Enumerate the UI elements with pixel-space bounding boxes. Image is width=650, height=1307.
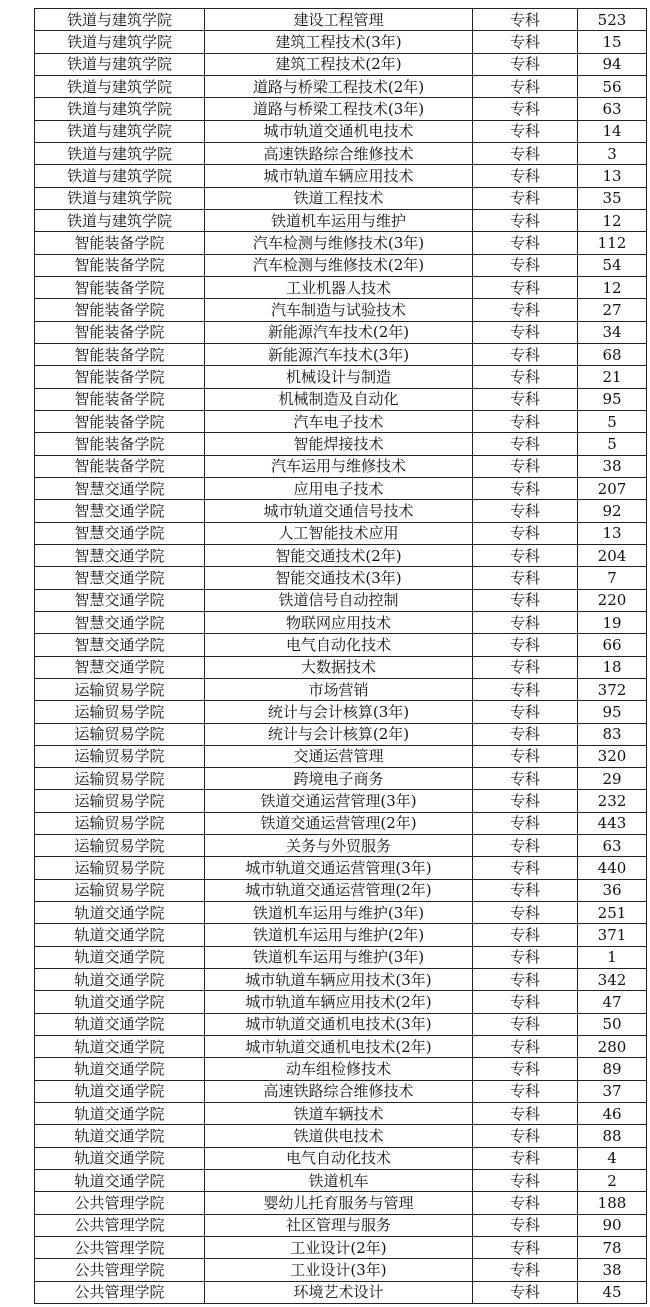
count-cell: 94 <box>578 53 647 75</box>
college-cell: 轨道交通学院 <box>35 1103 205 1125</box>
count-cell: 50 <box>578 1013 647 1035</box>
level-cell: 专科 <box>473 254 578 276</box>
level-cell: 专科 <box>473 343 578 365</box>
major-cell: 铁道机车运用与维护(3年) <box>205 902 473 924</box>
college-cell: 公共管理学院 <box>35 1281 205 1303</box>
level-cell: 专科 <box>473 1013 578 1035</box>
college-cell: 运输贸易学院 <box>35 812 205 834</box>
level-cell: 专科 <box>473 388 578 410</box>
table-row <box>35 433 647 455</box>
major-cell: 新能源汽车技术(2年) <box>205 321 473 343</box>
college-cell: 智慧交通学院 <box>35 567 205 589</box>
count-cell: 14 <box>578 120 647 142</box>
table-row <box>35 611 647 633</box>
major-cell: 电气自动化技术 <box>205 634 473 656</box>
college-cell: 运输贸易学院 <box>35 879 205 901</box>
level-cell: 专科 <box>473 835 578 857</box>
level-cell: 专科 <box>473 879 578 901</box>
major-cell: 新能源汽车技术(3年) <box>205 343 473 365</box>
level-cell: 专科 <box>473 611 578 633</box>
count-cell: 35 <box>578 187 647 209</box>
level-cell: 专科 <box>473 656 578 678</box>
count-cell: 13 <box>578 165 647 187</box>
major-cell: 物联网应用技术 <box>205 611 473 633</box>
college-cell: 运输贸易学院 <box>35 678 205 700</box>
table-row <box>35 455 647 477</box>
count-cell: 443 <box>578 812 647 834</box>
table-row <box>35 946 647 968</box>
college-cell: 智能装备学院 <box>35 410 205 432</box>
count-cell: 78 <box>578 1237 647 1259</box>
major-cell: 智能交通技术(3年) <box>205 567 473 589</box>
college-cell: 运输贸易学院 <box>35 723 205 745</box>
level-cell: 专科 <box>473 1237 578 1259</box>
level-cell: 专科 <box>473 410 578 432</box>
college-cell: 智能装备学院 <box>35 232 205 254</box>
major-cell: 市场营销 <box>205 678 473 700</box>
count-cell: 54 <box>578 254 647 276</box>
college-cell: 铁道与建筑学院 <box>35 53 205 75</box>
count-cell: 38 <box>578 455 647 477</box>
table-row <box>35 812 647 834</box>
major-cell: 城市轨道交通运营管理(3年) <box>205 857 473 879</box>
college-cell: 轨道交通学院 <box>35 1036 205 1058</box>
major-cell: 工业设计(3年) <box>205 1259 473 1281</box>
table-row <box>35 768 647 790</box>
table-row <box>35 1259 647 1281</box>
level-cell: 专科 <box>473 634 578 656</box>
level-cell: 专科 <box>473 165 578 187</box>
level-cell: 专科 <box>473 1170 578 1192</box>
college-cell: 智慧交通学院 <box>35 634 205 656</box>
level-cell: 专科 <box>473 366 578 388</box>
count-cell: 66 <box>578 634 647 656</box>
college-cell: 智能装备学院 <box>35 321 205 343</box>
major-cell: 铁道工程技术 <box>205 187 473 209</box>
count-cell: 112 <box>578 232 647 254</box>
level-cell: 专科 <box>473 1125 578 1147</box>
count-cell: 45 <box>578 1281 647 1303</box>
enrollment-table <box>34 8 647 1304</box>
count-cell: 13 <box>578 522 647 544</box>
count-cell: 18 <box>578 656 647 678</box>
table-row <box>35 544 647 566</box>
college-cell: 智慧交通学院 <box>35 589 205 611</box>
college-cell: 铁道与建筑学院 <box>35 187 205 209</box>
major-cell: 大数据技术 <box>205 656 473 678</box>
level-cell: 专科 <box>473 1214 578 1236</box>
major-cell: 城市轨道交通信号技术 <box>205 500 473 522</box>
college-cell: 智慧交通学院 <box>35 477 205 499</box>
level-cell: 专科 <box>473 1192 578 1214</box>
major-cell: 高速铁路综合维修技术 <box>205 1080 473 1102</box>
college-cell: 铁道与建筑学院 <box>35 75 205 97</box>
major-cell: 汽车运用与维修技术 <box>205 455 473 477</box>
major-cell: 汽车检测与维修技术(2年) <box>205 254 473 276</box>
major-cell: 汽车检测与维修技术(3年) <box>205 232 473 254</box>
table-row <box>35 254 647 276</box>
college-cell: 铁道与建筑学院 <box>35 9 205 31</box>
level-cell: 专科 <box>473 1281 578 1303</box>
major-cell: 交通运营管理 <box>205 745 473 767</box>
college-cell: 公共管理学院 <box>35 1192 205 1214</box>
major-cell: 机械制造及自动化 <box>205 388 473 410</box>
count-cell: 38 <box>578 1259 647 1281</box>
level-cell: 专科 <box>473 946 578 968</box>
level-cell: 专科 <box>473 1147 578 1169</box>
count-cell: 12 <box>578 276 647 298</box>
level-cell: 专科 <box>473 544 578 566</box>
college-cell: 轨道交通学院 <box>35 902 205 924</box>
major-cell: 铁道交通运营管理(2年) <box>205 812 473 834</box>
major-cell: 铁道机车运用与维护 <box>205 209 473 231</box>
major-cell: 汽车电子技术 <box>205 410 473 432</box>
level-cell: 专科 <box>473 53 578 75</box>
college-cell: 智能装备学院 <box>35 388 205 410</box>
college-cell: 智能装备学院 <box>35 276 205 298</box>
table-row <box>35 142 647 164</box>
table-row <box>35 209 647 231</box>
level-cell: 专科 <box>473 1103 578 1125</box>
major-cell: 铁道交通运营管理(3年) <box>205 790 473 812</box>
college-cell: 运输贸易学院 <box>35 768 205 790</box>
major-cell: 智能焊接技术 <box>205 433 473 455</box>
major-cell: 城市轨道车辆应用技术 <box>205 165 473 187</box>
table-row <box>35 98 647 120</box>
major-cell: 统计与会计核算(3年) <box>205 701 473 723</box>
level-cell: 专科 <box>473 723 578 745</box>
table-row <box>35 1147 647 1169</box>
major-cell: 动车组检修技术 <box>205 1058 473 1080</box>
count-cell: 251 <box>578 902 647 924</box>
table-row <box>35 924 647 946</box>
table-row <box>35 53 647 75</box>
table-row <box>35 745 647 767</box>
table-row <box>35 75 647 97</box>
table-row <box>35 790 647 812</box>
count-cell: 220 <box>578 589 647 611</box>
major-cell: 铁道机车运用与维护(3年) <box>205 946 473 968</box>
level-cell: 专科 <box>473 500 578 522</box>
college-cell: 铁道与建筑学院 <box>35 209 205 231</box>
major-cell: 铁道信号自动控制 <box>205 589 473 611</box>
count-cell: 5 <box>578 410 647 432</box>
count-cell: 15 <box>578 31 647 53</box>
college-cell: 智慧交通学院 <box>35 656 205 678</box>
major-cell: 工业机器人技术 <box>205 276 473 298</box>
major-cell: 城市轨道交通机电技术(3年) <box>205 1013 473 1035</box>
major-cell: 城市轨道车辆应用技术(2年) <box>205 991 473 1013</box>
college-cell: 铁道与建筑学院 <box>35 98 205 120</box>
major-cell: 智能交通技术(2年) <box>205 544 473 566</box>
table-row <box>35 187 647 209</box>
level-cell: 专科 <box>473 75 578 97</box>
count-cell: 89 <box>578 1058 647 1080</box>
college-cell: 铁道与建筑学院 <box>35 120 205 142</box>
table-row <box>35 991 647 1013</box>
count-cell: 207 <box>578 477 647 499</box>
count-cell: 37 <box>578 1080 647 1102</box>
level-cell: 专科 <box>473 567 578 589</box>
count-cell: 47 <box>578 991 647 1013</box>
count-cell: 83 <box>578 723 647 745</box>
level-cell: 专科 <box>473 276 578 298</box>
count-cell: 7 <box>578 567 647 589</box>
college-cell: 智慧交通学院 <box>35 522 205 544</box>
college-cell: 公共管理学院 <box>35 1237 205 1259</box>
college-cell: 轨道交通学院 <box>35 1170 205 1192</box>
count-cell: 92 <box>578 500 647 522</box>
college-cell: 运输贸易学院 <box>35 790 205 812</box>
college-cell: 轨道交通学院 <box>35 969 205 991</box>
level-cell: 专科 <box>473 477 578 499</box>
count-cell: 1 <box>578 946 647 968</box>
table-row <box>35 321 647 343</box>
college-cell: 运输贸易学院 <box>35 857 205 879</box>
college-cell: 轨道交通学院 <box>35 1013 205 1035</box>
major-cell: 建设工程管理 <box>205 9 473 31</box>
major-cell: 道路与桥梁工程技术(3年) <box>205 98 473 120</box>
table-row <box>35 589 647 611</box>
table-row <box>35 343 647 365</box>
count-cell: 232 <box>578 790 647 812</box>
table-row <box>35 31 647 53</box>
level-cell: 专科 <box>473 232 578 254</box>
level-cell: 专科 <box>473 522 578 544</box>
count-cell: 2 <box>578 1170 647 1192</box>
level-cell: 专科 <box>473 991 578 1013</box>
count-cell: 440 <box>578 857 647 879</box>
college-cell: 智能装备学院 <box>35 433 205 455</box>
college-cell: 轨道交通学院 <box>35 991 205 1013</box>
table-row <box>35 857 647 879</box>
table-row <box>35 232 647 254</box>
major-cell: 统计与会计核算(2年) <box>205 723 473 745</box>
count-cell: 36 <box>578 879 647 901</box>
table-row <box>35 388 647 410</box>
count-cell: 27 <box>578 299 647 321</box>
table-row <box>35 1125 647 1147</box>
college-cell: 轨道交通学院 <box>35 1147 205 1169</box>
college-cell: 轨道交通学院 <box>35 924 205 946</box>
major-cell: 城市轨道交通机电技术 <box>205 120 473 142</box>
table-row <box>35 410 647 432</box>
table-row <box>35 1192 647 1214</box>
table-row <box>35 634 647 656</box>
table-row <box>35 500 647 522</box>
major-cell: 铁道车辆技术 <box>205 1103 473 1125</box>
count-cell: 204 <box>578 544 647 566</box>
level-cell: 专科 <box>473 299 578 321</box>
table-row <box>35 678 647 700</box>
college-cell: 智慧交通学院 <box>35 500 205 522</box>
major-cell: 关务与外贸服务 <box>205 835 473 857</box>
level-cell: 专科 <box>473 98 578 120</box>
level-cell: 专科 <box>473 678 578 700</box>
table-row <box>35 9 647 31</box>
table-row <box>35 477 647 499</box>
level-cell: 专科 <box>473 1058 578 1080</box>
major-cell: 高速铁路综合维修技术 <box>205 142 473 164</box>
level-cell: 专科 <box>473 187 578 209</box>
table-row <box>35 835 647 857</box>
count-cell: 320 <box>578 745 647 767</box>
table-row <box>35 299 647 321</box>
major-cell: 城市轨道交通机电技术(2年) <box>205 1036 473 1058</box>
college-cell: 智能装备学院 <box>35 254 205 276</box>
table-row <box>35 969 647 991</box>
level-cell: 专科 <box>473 701 578 723</box>
major-cell: 建筑工程技术(2年) <box>205 53 473 75</box>
table-row <box>35 276 647 298</box>
college-cell: 铁道与建筑学院 <box>35 31 205 53</box>
level-cell: 专科 <box>473 1080 578 1102</box>
college-cell: 轨道交通学院 <box>35 946 205 968</box>
major-cell: 城市轨道车辆应用技术(3年) <box>205 969 473 991</box>
college-cell: 运输贸易学院 <box>35 835 205 857</box>
count-cell: 188 <box>578 1192 647 1214</box>
table-row <box>35 522 647 544</box>
college-cell: 智慧交通学院 <box>35 611 205 633</box>
count-cell: 90 <box>578 1214 647 1236</box>
major-cell: 环境艺术设计 <box>205 1281 473 1303</box>
college-cell: 公共管理学院 <box>35 1214 205 1236</box>
table-row <box>35 120 647 142</box>
count-cell: 372 <box>578 678 647 700</box>
level-cell: 专科 <box>473 589 578 611</box>
count-cell: 21 <box>578 366 647 388</box>
level-cell: 专科 <box>473 790 578 812</box>
count-cell: 29 <box>578 768 647 790</box>
count-cell: 280 <box>578 1036 647 1058</box>
table-row <box>35 902 647 924</box>
table-row <box>35 1170 647 1192</box>
college-cell: 智慧交通学院 <box>35 544 205 566</box>
major-cell: 城市轨道交通运营管理(2年) <box>205 879 473 901</box>
count-cell: 63 <box>578 835 647 857</box>
table-row <box>35 1036 647 1058</box>
level-cell: 专科 <box>473 142 578 164</box>
count-cell: 19 <box>578 611 647 633</box>
major-cell: 应用电子技术 <box>205 477 473 499</box>
enrollment-table-body <box>35 9 647 1304</box>
count-cell: 63 <box>578 98 647 120</box>
table-row <box>35 1013 647 1035</box>
table-row <box>35 701 647 723</box>
table-row <box>35 723 647 745</box>
count-cell: 371 <box>578 924 647 946</box>
major-cell: 电气自动化技术 <box>205 1147 473 1169</box>
count-cell: 95 <box>578 701 647 723</box>
level-cell: 专科 <box>473 1036 578 1058</box>
count-cell: 46 <box>578 1103 647 1125</box>
college-cell: 智能装备学院 <box>35 343 205 365</box>
major-cell: 社区管理与服务 <box>205 1214 473 1236</box>
level-cell: 专科 <box>473 969 578 991</box>
level-cell: 专科 <box>473 1259 578 1281</box>
college-cell: 铁道与建筑学院 <box>35 165 205 187</box>
count-cell: 3 <box>578 142 647 164</box>
table-row <box>35 1281 647 1303</box>
level-cell: 专科 <box>473 812 578 834</box>
college-cell: 公共管理学院 <box>35 1259 205 1281</box>
table-row <box>35 567 647 589</box>
level-cell: 专科 <box>473 9 578 31</box>
table-row <box>35 366 647 388</box>
college-cell: 铁道与建筑学院 <box>35 142 205 164</box>
level-cell: 专科 <box>473 902 578 924</box>
count-cell: 5 <box>578 433 647 455</box>
table-row <box>35 879 647 901</box>
college-cell: 轨道交通学院 <box>35 1058 205 1080</box>
college-cell: 运输贸易学院 <box>35 701 205 723</box>
count-cell: 12 <box>578 209 647 231</box>
major-cell: 铁道供电技术 <box>205 1125 473 1147</box>
table-row <box>35 165 647 187</box>
count-cell: 56 <box>578 75 647 97</box>
count-cell: 342 <box>578 969 647 991</box>
level-cell: 专科 <box>473 120 578 142</box>
college-cell: 轨道交通学院 <box>35 1125 205 1147</box>
major-cell: 铁道机车运用与维护(2年) <box>205 924 473 946</box>
count-cell: 88 <box>578 1125 647 1147</box>
table-row <box>35 1237 647 1259</box>
college-cell: 运输贸易学院 <box>35 745 205 767</box>
count-cell: 68 <box>578 343 647 365</box>
table-row <box>35 656 647 678</box>
major-cell: 婴幼儿托育服务与管理 <box>205 1192 473 1214</box>
major-cell: 建筑工程技术(3年) <box>205 31 473 53</box>
table-row <box>35 1058 647 1080</box>
college-cell: 智能装备学院 <box>35 299 205 321</box>
level-cell: 专科 <box>473 455 578 477</box>
count-cell: 95 <box>578 388 647 410</box>
major-cell: 人工智能技术应用 <box>205 522 473 544</box>
count-cell: 34 <box>578 321 647 343</box>
level-cell: 专科 <box>473 31 578 53</box>
major-cell: 工业设计(2年) <box>205 1237 473 1259</box>
count-cell: 4 <box>578 1147 647 1169</box>
major-cell: 道路与桥梁工程技术(2年) <box>205 75 473 97</box>
college-cell: 智能装备学院 <box>35 366 205 388</box>
level-cell: 专科 <box>473 209 578 231</box>
table-row <box>35 1080 647 1102</box>
level-cell: 专科 <box>473 321 578 343</box>
major-cell: 汽车制造与试验技术 <box>205 299 473 321</box>
major-cell: 机械设计与制造 <box>205 366 473 388</box>
level-cell: 专科 <box>473 857 578 879</box>
level-cell: 专科 <box>473 924 578 946</box>
college-cell: 轨道交通学院 <box>35 1080 205 1102</box>
count-cell: 523 <box>578 9 647 31</box>
table-row <box>35 1214 647 1236</box>
table-row <box>35 1103 647 1125</box>
college-cell: 智能装备学院 <box>35 455 205 477</box>
major-cell: 跨境电子商务 <box>205 768 473 790</box>
major-cell: 铁道机车 <box>205 1170 473 1192</box>
level-cell: 专科 <box>473 433 578 455</box>
level-cell: 专科 <box>473 745 578 767</box>
level-cell: 专科 <box>473 768 578 790</box>
